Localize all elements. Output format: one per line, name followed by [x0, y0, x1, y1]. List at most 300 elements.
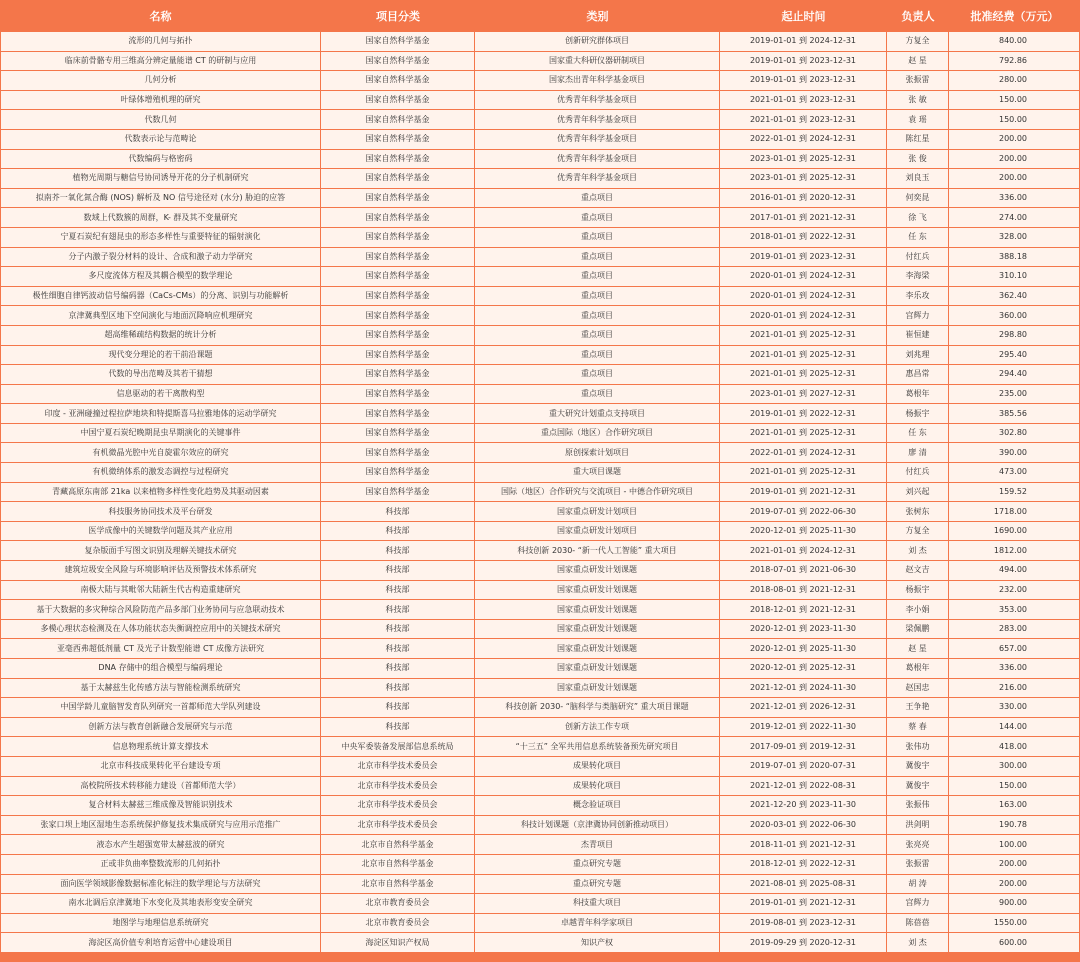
project-category-cell: 国家自然科学基金 [321, 483, 475, 503]
project-period-cell: 2020-01-01 到 2024-12-31 [720, 306, 887, 326]
project-funding-cell: 390.00 [949, 443, 1080, 463]
project-name-cell: 医学成像中的关键数学问题及其产业应用 [0, 522, 321, 542]
project-type-cell: 创新方法工作专项 [475, 718, 720, 738]
project-funding-cell: 302.80 [949, 424, 1080, 444]
project-funding-cell: 353.00 [949, 600, 1080, 620]
project-period-cell: 2020-12-01 到 2025-11-30 [720, 639, 887, 659]
project-period-cell: 2020-12-01 到 2023-11-30 [720, 620, 887, 640]
project-type-cell: 重大研究计划重点支持项目 [475, 404, 720, 424]
project-type-cell: 重点项目 [475, 346, 720, 366]
project-funding-cell: 362.40 [949, 287, 1080, 307]
project-name-cell: 多尺度流体方程及其耦合模型的数学理论 [0, 267, 321, 287]
project-leader-cell: 李乐攻 [887, 287, 949, 307]
table-row [0, 777, 1080, 797]
project-funding-cell: 336.00 [949, 659, 1080, 679]
project-category-cell: 海淀区知识产权局 [321, 933, 475, 953]
project-category-cell: 国家自然科学基金 [321, 91, 475, 111]
project-period-cell: 2021-12-20 到 2023-11-30 [720, 796, 887, 816]
project-type-cell: 重点国际（地区）合作研究项目 [475, 424, 720, 444]
project-type-cell: 概念验证项目 [475, 796, 720, 816]
project-period-cell: 2020-01-01 到 2024-12-31 [720, 287, 887, 307]
project-leader-cell: 冀俊宇 [887, 777, 949, 797]
project-funding-cell: 336.00 [949, 189, 1080, 209]
project-leader-cell: 王争艳 [887, 698, 949, 718]
table-row [0, 679, 1080, 699]
project-leader-cell: 陈蓓蓓 [887, 914, 949, 934]
project-period-cell: 2019-01-01 到 2024-12-31 [720, 32, 887, 52]
project-funding-cell: 494.00 [949, 561, 1080, 581]
project-leader-cell: 袁 瑶 [887, 110, 949, 130]
project-period-cell: 2019-12-01 到 2022-11-30 [720, 718, 887, 738]
project-name-cell: 有机微晶光腔中光自旋霍尔效应的研究 [0, 443, 321, 463]
project-type-cell: 重点研究专题 [475, 855, 720, 875]
project-leader-cell: 赵 星 [887, 52, 949, 72]
project-leader-cell: 冀俊宇 [887, 757, 949, 777]
project-type-cell: 国家重点研发计划课题 [475, 620, 720, 640]
project-funding-cell: 283.00 [949, 620, 1080, 640]
project-funding-cell: 900.00 [949, 894, 1080, 914]
project-period-cell: 2023-01-01 到 2027-12-31 [720, 385, 887, 405]
project-leader-cell: 方复全 [887, 32, 949, 52]
project-period-cell: 2021-08-01 到 2025-08-31 [720, 875, 887, 895]
project-leader-cell: 张振雷 [887, 855, 949, 875]
col-header-period: 起止时间 [720, 0, 887, 32]
project-type-cell: 国家重点研发计划项目 [475, 522, 720, 542]
project-name-cell: 地图学与地理信息系统研究 [0, 914, 321, 934]
project-period-cell: 2021-12-01 到 2024-11-30 [720, 679, 887, 699]
project-name-cell: 复合材料太赫兹三维成像及智能识别技术 [0, 796, 321, 816]
project-leader-cell: 崔恒建 [887, 326, 949, 346]
project-category-cell: 国家自然科学基金 [321, 32, 475, 52]
project-type-cell: 优秀青年科学基金项目 [475, 150, 720, 170]
project-category-cell: 国家自然科学基金 [321, 365, 475, 385]
project-category-cell: 科技部 [321, 522, 475, 542]
table-header-row [0, 0, 1080, 32]
project-category-cell: 国家自然科学基金 [321, 463, 475, 483]
project-funding-cell: 300.00 [949, 757, 1080, 777]
project-period-cell: 2023-01-01 到 2025-12-31 [720, 150, 887, 170]
project-period-cell: 2019-09-29 到 2020-12-31 [720, 933, 887, 953]
project-name-cell: 张家口坝上地区湿地生态系统保护修复技术集成研究与应用示范推广 [0, 816, 321, 836]
col-header-leader: 负责人 [887, 0, 949, 32]
project-period-cell: 2021-01-01 到 2025-12-31 [720, 424, 887, 444]
table-row [0, 424, 1080, 444]
project-category-cell: 北京市教育委员会 [321, 914, 475, 934]
project-name-cell: 多模心理状态检测及在人体功能状态失衡调控应用中的关键技术研究 [0, 620, 321, 640]
project-type-cell: 国家重点研发计划课题 [475, 639, 720, 659]
table-row [0, 620, 1080, 640]
project-funding-cell: 150.00 [949, 777, 1080, 797]
project-funding-cell: 190.78 [949, 816, 1080, 836]
project-name-cell: 京津冀典型区地下空间演化与地面沉降响应机理研究 [0, 306, 321, 326]
project-type-cell: 卓越青年科学家项目 [475, 914, 720, 934]
project-name-cell: 基于大数据的多灾种综合风险防范产品多部门业务协同与应急联动技术 [0, 600, 321, 620]
project-funding-cell: 232.00 [949, 581, 1080, 601]
table-row [0, 110, 1080, 130]
project-leader-cell: 葛根年 [887, 385, 949, 405]
table-row [0, 208, 1080, 228]
project-type-cell: 科技创新 2030- “新一代人工智能” 重大项目 [475, 541, 720, 561]
project-leader-cell: 张 俊 [887, 150, 949, 170]
project-leader-cell: 宫辉力 [887, 306, 949, 326]
table-row [0, 385, 1080, 405]
project-name-cell: 有机微纳体系的激发态调控与过程研究 [0, 463, 321, 483]
project-funding-cell: 150.00 [949, 110, 1080, 130]
project-name-cell: 超高维稀疏结构数据的统计分析 [0, 326, 321, 346]
project-name-cell: 印度 - 亚洲碰撞过程拉萨地块和特提斯喜马拉雅地体的运动学研究 [0, 404, 321, 424]
project-funding-cell: 330.00 [949, 698, 1080, 718]
table-row [0, 581, 1080, 601]
table-row [0, 71, 1080, 91]
project-period-cell: 2021-12-01 到 2026-12-31 [720, 698, 887, 718]
project-category-cell: 科技部 [321, 600, 475, 620]
project-leader-cell: 赵 星 [887, 639, 949, 659]
project-name-cell: 宁夏石炭纪有翅昆虫的形态多样性与重要特征的辐射演化 [0, 228, 321, 248]
project-leader-cell: 洪剑明 [887, 816, 949, 836]
table-row [0, 600, 1080, 620]
project-name-cell: 面向医学领域影像数据标准化标注的数学理论与方法研究 [0, 875, 321, 895]
project-period-cell: 2021-01-01 到 2023-12-31 [720, 91, 887, 111]
project-leader-cell: 刘兴起 [887, 483, 949, 503]
project-category-cell: 国家自然科学基金 [321, 306, 475, 326]
project-category-cell: 科技部 [321, 502, 475, 522]
project-name-cell: 科技服务协同技术及平台研发 [0, 502, 321, 522]
table-row [0, 796, 1080, 816]
project-period-cell: 2019-01-01 到 2023-12-31 [720, 52, 887, 72]
table-row [0, 698, 1080, 718]
project-type-cell: 重点项目 [475, 385, 720, 405]
project-type-cell: 优秀青年科学基金项目 [475, 130, 720, 150]
table-row [0, 91, 1080, 111]
project-period-cell: 2022-01-01 到 2024-12-31 [720, 443, 887, 463]
project-period-cell: 2021-01-01 到 2025-12-31 [720, 365, 887, 385]
project-type-cell: 成果转化项目 [475, 757, 720, 777]
project-category-cell: 北京市科学技术委员会 [321, 816, 475, 836]
project-type-cell: 重点项目 [475, 287, 720, 307]
project-funding-cell: 600.00 [949, 933, 1080, 953]
project-category-cell: 国家自然科学基金 [321, 443, 475, 463]
table-row [0, 150, 1080, 170]
project-name-cell: DNA 存储中的组合模型与编码理论 [0, 659, 321, 679]
project-type-cell: 重点项目 [475, 248, 720, 268]
project-category-cell: 国家自然科学基金 [321, 71, 475, 91]
project-funding-cell: 792.86 [949, 52, 1080, 72]
project-period-cell: 2021-01-01 到 2025-12-31 [720, 346, 887, 366]
project-funding-cell: 657.00 [949, 639, 1080, 659]
project-name-cell: 建筑垃圾安全风险与环境影响评估及预警技术体系研究 [0, 561, 321, 581]
project-leader-cell: 徐 飞 [887, 208, 949, 228]
table-row [0, 914, 1080, 934]
col-header-type: 类别 [475, 0, 720, 32]
project-name-cell: 代数编码与格密码 [0, 150, 321, 170]
project-category-cell: 北京市教育委员会 [321, 894, 475, 914]
table-row [0, 169, 1080, 189]
table-row [0, 326, 1080, 346]
project-category-cell: 北京市自然科学基金 [321, 855, 475, 875]
project-leader-cell: 宫辉力 [887, 894, 949, 914]
project-type-cell: 创新研究群体项目 [475, 32, 720, 52]
project-category-cell: 北京市科学技术委员会 [321, 796, 475, 816]
project-period-cell: 2021-12-01 到 2022-08-31 [720, 777, 887, 797]
project-type-cell: 国家重点研发计划课题 [475, 679, 720, 699]
project-leader-cell: 赵国忠 [887, 679, 949, 699]
project-category-cell: 国家自然科学基金 [321, 346, 475, 366]
project-category-cell: 北京市自然科学基金 [321, 875, 475, 895]
project-category-cell: 国家自然科学基金 [321, 169, 475, 189]
project-leader-cell: 张振雷 [887, 71, 949, 91]
project-funding-cell: 150.00 [949, 91, 1080, 111]
project-period-cell: 2018-01-01 到 2022-12-31 [720, 228, 887, 248]
table-row [0, 816, 1080, 836]
project-leader-cell: 方复全 [887, 522, 949, 542]
project-category-cell: 国家自然科学基金 [321, 208, 475, 228]
project-type-cell: 科技创新 2030- “脑科学与类脑研究” 重大项目课题 [475, 698, 720, 718]
project-type-cell: 国家重点研发计划项目 [475, 502, 720, 522]
project-funding-cell: 144.00 [949, 718, 1080, 738]
project-period-cell: 2018-12-01 到 2021-12-31 [720, 600, 887, 620]
project-name-cell: 信息驱动的若干离散构型 [0, 385, 321, 405]
project-funding-cell: 100.00 [949, 835, 1080, 855]
project-period-cell: 2018-11-01 到 2021-12-31 [720, 835, 887, 855]
project-category-cell: 国家自然科学基金 [321, 150, 475, 170]
project-funding-cell: 473.00 [949, 463, 1080, 483]
project-period-cell: 2022-01-01 到 2024-12-31 [720, 130, 887, 150]
project-funding-cell: 1812.00 [949, 541, 1080, 561]
project-name-cell: 代数几何 [0, 110, 321, 130]
project-leader-cell: 张振伟 [887, 796, 949, 816]
project-type-cell: “十三五” 全军共用信息系统装备预先研究项目 [475, 737, 720, 757]
project-funding-cell: 200.00 [949, 875, 1080, 895]
project-funding-cell: 280.00 [949, 71, 1080, 91]
table-row [0, 894, 1080, 914]
project-period-cell: 2018-08-01 到 2021-12-31 [720, 581, 887, 601]
project-name-cell: 复杂版面手写图文识别及理解关键技术研究 [0, 541, 321, 561]
project-name-cell: 中国宁夏石炭纪晚期昆虫早期演化的关键事件 [0, 424, 321, 444]
project-funding-cell: 1718.00 [949, 502, 1080, 522]
project-period-cell: 2020-12-01 到 2025-11-30 [720, 522, 887, 542]
col-header-name: 名称 [0, 0, 321, 32]
table-row [0, 502, 1080, 522]
project-period-cell: 2023-01-01 到 2025-12-31 [720, 169, 887, 189]
project-funding-cell: 1550.00 [949, 914, 1080, 934]
project-category-cell: 国家自然科学基金 [321, 228, 475, 248]
table-row [0, 130, 1080, 150]
project-leader-cell: 何奕昆 [887, 189, 949, 209]
project-leader-cell: 张亮亮 [887, 835, 949, 855]
project-funding-cell: 163.00 [949, 796, 1080, 816]
project-type-cell: 科技计划课题（京津冀协同创新推动项目） [475, 816, 720, 836]
project-category-cell: 国家自然科学基金 [321, 326, 475, 346]
col-header-funding: 批准经费（万元） [949, 0, 1080, 32]
project-name-cell: 海淀区高价值专利培育运营中心建设项目 [0, 933, 321, 953]
table-row [0, 757, 1080, 777]
table-row [0, 404, 1080, 424]
project-funding-cell: 360.00 [949, 306, 1080, 326]
project-category-cell: 科技部 [321, 679, 475, 699]
project-category-cell: 北京市自然科学基金 [321, 835, 475, 855]
project-funding-cell: 159.52 [949, 483, 1080, 503]
project-category-cell: 国家自然科学基金 [321, 287, 475, 307]
project-type-cell: 国家重点研发计划课题 [475, 581, 720, 601]
project-period-cell: 2017-09-01 到 2019-12-31 [720, 737, 887, 757]
project-category-cell: 国家自然科学基金 [321, 189, 475, 209]
project-funding-cell: 298.80 [949, 326, 1080, 346]
project-leader-cell: 李小娟 [887, 600, 949, 620]
table-row [0, 561, 1080, 581]
table-row [0, 52, 1080, 72]
project-leader-cell: 胡 涛 [887, 875, 949, 895]
project-name-cell: 叶绿体增殖机理的研究 [0, 91, 321, 111]
project-period-cell: 2019-07-01 到 2020-07-31 [720, 757, 887, 777]
project-name-cell: 拟南芥一氧化氮合酶 (NOS) 解析及 NO 信号途径对 (水分) 胁迫的应答 [0, 189, 321, 209]
project-period-cell: 2017-01-01 到 2021-12-31 [720, 208, 887, 228]
project-leader-cell: 蔡 春 [887, 718, 949, 738]
project-type-cell: 知识产权 [475, 933, 720, 953]
project-funding-cell: 200.00 [949, 855, 1080, 875]
project-category-cell: 国家自然科学基金 [321, 248, 475, 268]
project-type-cell: 国家杰出青年科学基金项目 [475, 71, 720, 91]
project-category-cell: 科技部 [321, 718, 475, 738]
project-funding-cell: 840.00 [949, 32, 1080, 52]
project-period-cell: 2019-08-01 到 2023-12-31 [720, 914, 887, 934]
project-category-cell: 科技部 [321, 659, 475, 679]
project-leader-cell: 任 东 [887, 228, 949, 248]
table-row [0, 346, 1080, 366]
project-leader-cell: 刘 杰 [887, 541, 949, 561]
project-category-cell: 科技部 [321, 639, 475, 659]
project-name-cell: 代数表示论与范畴论 [0, 130, 321, 150]
table-body [0, 32, 1080, 953]
project-funding-cell: 418.00 [949, 737, 1080, 757]
table-row [0, 522, 1080, 542]
table-row [0, 306, 1080, 326]
table-row [0, 933, 1080, 953]
project-period-cell: 2019-07-01 到 2022-06-30 [720, 502, 887, 522]
project-name-cell: 基于太赫兹生化传感方法与智能检测系统研究 [0, 679, 321, 699]
project-category-cell: 国家自然科学基金 [321, 404, 475, 424]
project-period-cell: 2019-01-01 到 2021-12-31 [720, 483, 887, 503]
project-name-cell: 极性细胞自律钙波动信号编码器（CaCs-CMs）的分离、识别与功能解析 [0, 287, 321, 307]
project-type-cell: 重点项目 [475, 365, 720, 385]
project-category-cell: 国家自然科学基金 [321, 267, 475, 287]
project-period-cell: 2019-01-01 到 2023-12-31 [720, 248, 887, 268]
project-period-cell: 2020-12-01 到 2025-12-31 [720, 659, 887, 679]
project-funding-cell: 385.56 [949, 404, 1080, 424]
project-type-cell: 优秀青年科学基金项目 [475, 110, 720, 130]
project-funding-cell: 200.00 [949, 130, 1080, 150]
project-name-cell: 亚毫西弗超低剂量 CT 及光子计数型能谱 CT 成像方法研究 [0, 639, 321, 659]
project-name-cell: 几何分析 [0, 71, 321, 91]
project-type-cell: 原创探索计划项目 [475, 443, 720, 463]
project-name-cell: 代数的导出范畴及其若干猜想 [0, 365, 321, 385]
project-name-cell: 南水北调后京津冀地下水变化及其地表形变安全研究 [0, 894, 321, 914]
project-category-cell: 科技部 [321, 698, 475, 718]
table-row [0, 875, 1080, 895]
project-name-cell: 现代变分理论的若干前沿课题 [0, 346, 321, 366]
project-funding-cell: 235.00 [949, 385, 1080, 405]
project-category-cell: 北京市科学技术委员会 [321, 777, 475, 797]
project-name-cell: 高校院所技术转移能力建设（首都师范大学） [0, 777, 321, 797]
project-category-cell: 国家自然科学基金 [321, 130, 475, 150]
project-category-cell: 国家自然科学基金 [321, 52, 475, 72]
project-leader-cell: 刘良玉 [887, 169, 949, 189]
project-name-cell: 创新方法与教育创新融合发展研究与示范 [0, 718, 321, 738]
table-row [0, 541, 1080, 561]
project-category-cell: 科技部 [321, 581, 475, 601]
project-leader-cell: 惠昌常 [887, 365, 949, 385]
project-name-cell: 数域上代数簇的周群，K- 群及其不变量研究 [0, 208, 321, 228]
project-period-cell: 2019-01-01 到 2022-12-31 [720, 404, 887, 424]
table-row [0, 443, 1080, 463]
project-category-cell: 科技部 [321, 620, 475, 640]
project-name-cell: 中国学龄儿童脑智发育队列研究一首都师范大学队列建设 [0, 698, 321, 718]
project-type-cell: 优秀青年科学基金项目 [475, 169, 720, 189]
project-period-cell: 2019-01-01 到 2023-12-31 [720, 71, 887, 91]
table-row [0, 835, 1080, 855]
project-type-cell: 重点研究专题 [475, 875, 720, 895]
project-funding-cell: 216.00 [949, 679, 1080, 699]
project-type-cell: 杰青项目 [475, 835, 720, 855]
project-name-cell: 正或非负曲率整数流形的几何拓扑 [0, 855, 321, 875]
project-name-cell: 青藏高原东南部 21ka 以来植物多样性变化趋势及其驱动因素 [0, 483, 321, 503]
project-leader-cell: 刘兆理 [887, 346, 949, 366]
table-row [0, 737, 1080, 757]
table-row [0, 228, 1080, 248]
project-name-cell: 流形的几何与拓扑 [0, 32, 321, 52]
project-category-cell: 科技部 [321, 561, 475, 581]
project-funding-cell: 328.00 [949, 228, 1080, 248]
project-funding-cell: 388.18 [949, 248, 1080, 268]
project-name-cell: 信息物理系统计算支撑技术 [0, 737, 321, 757]
project-period-cell: 2018-07-01 到 2021-06-30 [720, 561, 887, 581]
project-category-cell: 中央军委装备发展部信息系统局 [321, 737, 475, 757]
table-row [0, 463, 1080, 483]
project-category-cell: 北京市科学技术委员会 [321, 757, 475, 777]
project-type-cell: 国家重点研发计划课题 [475, 600, 720, 620]
project-leader-cell: 张树东 [887, 502, 949, 522]
project-name-cell: 北京市科技成果转化平台建设专项 [0, 757, 321, 777]
table-row [0, 248, 1080, 268]
project-type-cell: 国家重大科研仪器研制项目 [475, 52, 720, 72]
project-period-cell: 2021-01-01 到 2024-12-31 [720, 541, 887, 561]
table-row [0, 287, 1080, 307]
project-type-cell: 重点项目 [475, 189, 720, 209]
project-funding-cell: 274.00 [949, 208, 1080, 228]
project-funding-cell: 200.00 [949, 169, 1080, 189]
project-funding-cell: 200.00 [949, 150, 1080, 170]
project-leader-cell: 陈红星 [887, 130, 949, 150]
project-type-cell: 重点项目 [475, 208, 720, 228]
project-name-cell: 临床前骨骼专用三维高分辨定量能谱 CT 的研制与应用 [0, 52, 321, 72]
project-period-cell: 2021-01-01 到 2025-12-31 [720, 326, 887, 346]
project-category-cell: 国家自然科学基金 [321, 385, 475, 405]
project-funding-cell: 295.40 [949, 346, 1080, 366]
project-category-cell: 国家自然科学基金 [321, 110, 475, 130]
project-period-cell: 2021-01-01 到 2025-12-31 [720, 463, 887, 483]
project-period-cell: 2019-01-01 到 2021-12-31 [720, 894, 887, 914]
project-leader-cell: 张 敏 [887, 91, 949, 111]
project-name-cell: 南极大陆与其毗邻大陆新生代古构造重建研究 [0, 581, 321, 601]
project-leader-cell: 杨振宇 [887, 404, 949, 424]
project-name-cell: 液态水产生超强宽带太赫兹波的研究 [0, 835, 321, 855]
project-leader-cell: 李海梁 [887, 267, 949, 287]
project-type-cell: 重点项目 [475, 326, 720, 346]
project-type-cell: 国家重点研发计划课题 [475, 561, 720, 581]
project-leader-cell: 任 东 [887, 424, 949, 444]
project-period-cell: 2021-01-01 到 2023-12-31 [720, 110, 887, 130]
table-row [0, 639, 1080, 659]
table-row [0, 718, 1080, 738]
